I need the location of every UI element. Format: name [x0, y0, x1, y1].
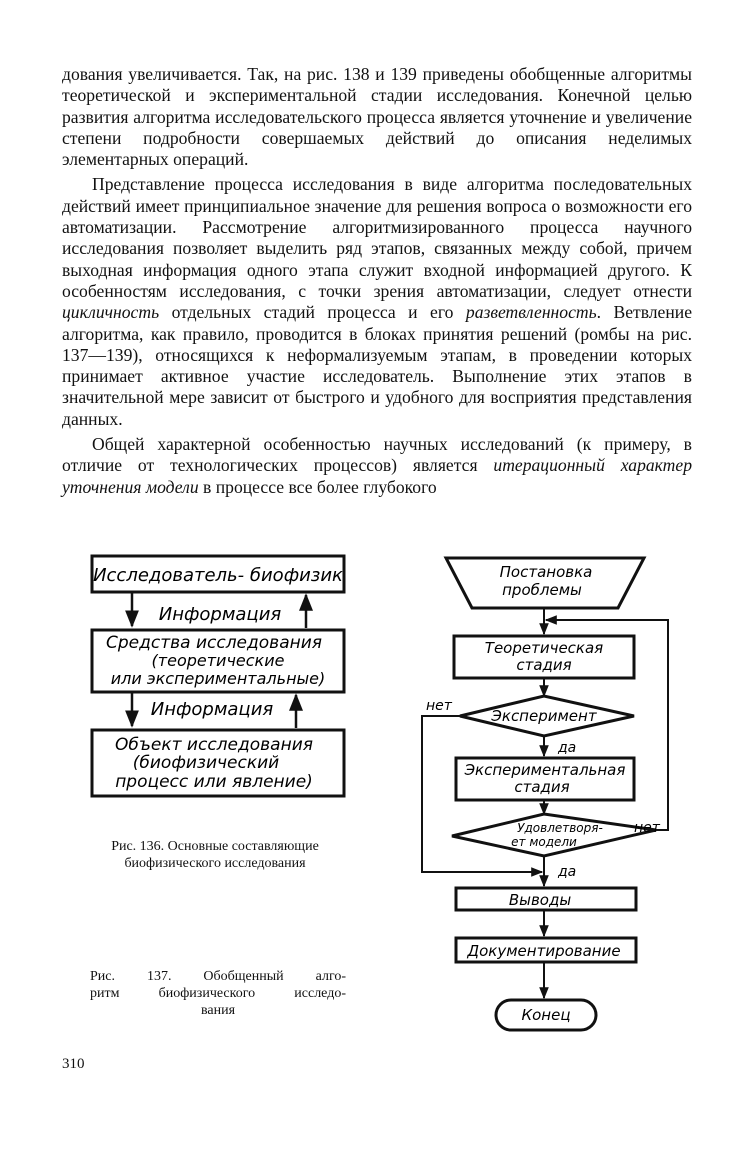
no-label-2: нет [634, 820, 660, 836]
paragraph-2-text-b: отдельных стадий процесса и его [171, 302, 454, 323]
experiment-label: Эксперимент [491, 707, 597, 725]
figure-137-caption [90, 968, 346, 1019]
yes-label-2: да [558, 864, 577, 880]
paragraph-1-text: дования увеличивается. Так, на рис. 138 и 139 приведены обобщенные алгоритмы теоретической и экспериментальной стадии исследования. Конечной целью развития алгоритма исследовательского процесса является уточнение и увеличение степени подробности совершаемых действий до описания неделимых элементарных операций. [62, 64, 692, 170]
figure-137-flowchart [412, 550, 684, 1040]
means-label-2: (теоретические [151, 651, 285, 670]
object-label-3: процесс или явление) [115, 772, 313, 792]
experimental-stage-label-1: Экспериментальная [464, 761, 626, 779]
yes-label-1: да [558, 740, 577, 756]
theory-label-2: стадия [516, 656, 572, 674]
paragraph-3 [62, 434, 692, 498]
page-number: 310 [62, 1056, 85, 1072]
researcher-label: Исследователь- биофизик [93, 565, 343, 586]
paragraph-3-text-a: Общей характерной особенностью научных исследований (к примеру, в отличие от технологических процессов) является [62, 434, 692, 476]
paragraph-2-text-c: . Ветвление алгоритма, как правило, проводится в блоках принятия решений (ромбы на рис. 137—139), относящихся к неформализуемым этапам, в проведении которых принимает активное участие исследователь. Выполнение этих этапов в значительной мере зависит от быстрого и удобного для восприятия представления данных. [62, 302, 692, 429]
figure-137-caption-line-2: ритм биофизического исследо- [90, 986, 346, 1001]
theory-label-1: Теоретическая [484, 639, 604, 657]
figure-136-diagram [80, 548, 370, 808]
paragraph-2-emphasis-1: цикличность [62, 302, 160, 323]
info-label-2: Информация [150, 699, 274, 720]
figure-136-caption-line-1: Рис. 136. Основные составляющие [111, 839, 319, 854]
paragraph-3-text-b: в процессе все более глубокого [203, 476, 437, 497]
paragraph-2-text-a: Представление процесса исследования в виде алгоритма последовательных действий имеет принципиальное значение для решения вопроса о возможности его автоматизации. Рассмотрение алгоритмизированного процесса научного исследования позволяет выделить ряд этапов, связанных между собой, причем выходная информация одного этапа служит входной информацией другого. К особенностям исследования, с точки зрения автоматизации, следует отнести [62, 174, 692, 301]
figure-137-caption-line-3: вания [200, 1003, 236, 1018]
conclusions-label: Выводы [508, 891, 572, 909]
figure-137-caption-line-1: Рис. 137. Обобщенный алго- [90, 969, 346, 984]
no-label-1: нет [426, 698, 452, 714]
paragraph-1 [62, 64, 692, 170]
body-text [62, 64, 692, 498]
start-label-2: проблемы [502, 581, 582, 599]
satisfies-label-1: Удовлетворя- [517, 821, 603, 835]
object-label-1: Объект исследования [115, 735, 313, 755]
info-label-1: Информация [158, 604, 282, 625]
paragraph-2 [62, 174, 692, 430]
satisfies-label-2: ет модели [511, 835, 577, 849]
paragraph-3-emphasis: итерационный характер уточнения модели [62, 455, 692, 497]
start-label-1: Постановка [499, 563, 593, 581]
figure-136-caption-line-2: биофизического исследования [124, 856, 306, 871]
experimental-stage-label-2: стадия [514, 778, 570, 796]
documentation-label: Документирование [467, 942, 621, 960]
figure-136-caption [70, 838, 360, 872]
object-label-2: (биофизический [132, 753, 280, 773]
means-label-1: Средства исследования [105, 633, 323, 653]
paragraph-2-emphasis-2: разветвленность [465, 302, 597, 323]
means-label-3: или экспериментальные) [110, 669, 326, 688]
end-label: Конец [521, 1006, 571, 1024]
